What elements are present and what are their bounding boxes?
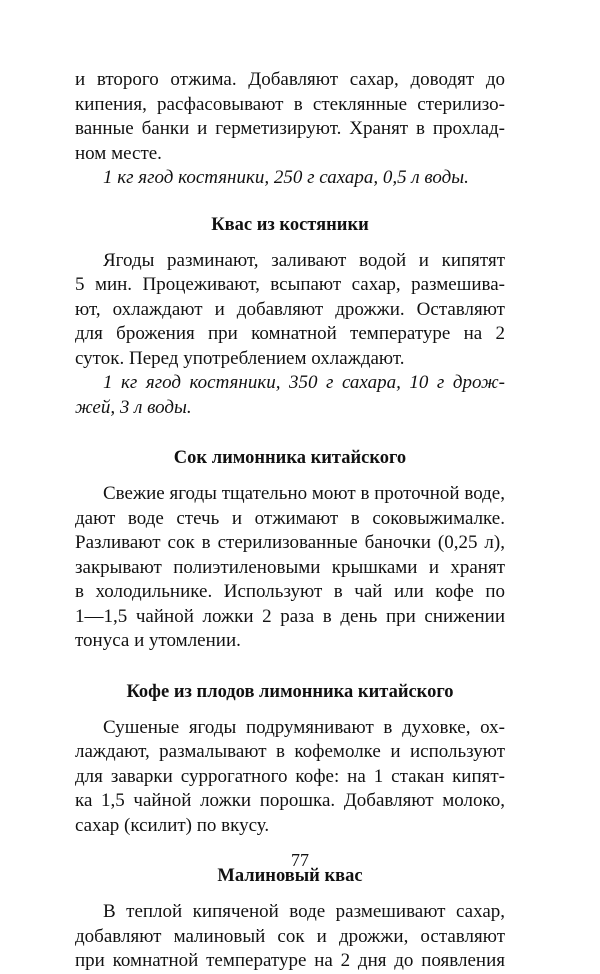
text-line: суток. Перед употреблением охлаждают.	[75, 347, 405, 369]
text-line: жей, 3 л воды.	[75, 396, 192, 418]
text-line: добавляют малиновый сок и дрожжи, оставляют	[75, 925, 505, 947]
text-line: ка 1,5 чайной ложки порошка. Добавляют молоко,	[75, 790, 505, 811]
paragraph-sok	[75, 482, 505, 654]
text-line: ют, охлаждают и добавляют дрожжи. Оставляют	[75, 298, 505, 320]
recipe-ingredients-2	[75, 371, 505, 420]
paragraph-kvas	[75, 249, 505, 372]
text-line: Ягоды разминают, заливают водой и кипятят	[103, 249, 505, 271]
text-line: Сушеные ягоды подрумянивают в духовке, ох-	[103, 716, 505, 738]
paragraph-malina	[75, 900, 505, 974]
page-content	[75, 68, 505, 974]
page-number: 77	[291, 850, 309, 870]
text-line: кипения, расфасовывают в стеклянные стерилизо-	[75, 93, 505, 115]
text-line: закрывают полиэтиленовыми крышками и хранят	[75, 556, 505, 578]
heading-kofe-limonnika: Кофе из плодов лимонника китайского	[126, 681, 454, 702]
text-line: 1 кг ягод костяники, 250 г сахара, 0,5 л воды.	[103, 167, 469, 188]
text-line: Свежие ягоды тщательно моют в проточной воде,	[103, 483, 505, 504]
text-line: Разливают сок в стерилизованные баночки (0,25 л),	[75, 532, 505, 553]
paragraph-kofe	[75, 716, 505, 839]
text-line: 1 кг ягод костяники, 350 г сахара, 10 г дрож-	[103, 372, 505, 393]
text-line: ванные банки и герметизируют. Хранят в прохлад-	[75, 118, 505, 139]
heading-kvas-iz-kostyaniki: Квас из костяники	[211, 214, 369, 235]
text-line: при комнатной температуре на 2 дня до появления	[75, 950, 505, 971]
recipe-ingredients-1	[75, 166, 505, 191]
heading-malinovyi-kvas: Малиновый квас	[217, 866, 363, 886]
text-line: 1—1,5 чайной ложки 2 раза в день при снижении	[75, 605, 505, 627]
text-line: 5 мин. Процеживают, всыпают сахар, размешива-	[75, 274, 505, 295]
text-line: дают воде стечь и отжимают в соковыжималке.	[75, 507, 505, 529]
text-line: В теплой кипяченой воде размешивают сахар,	[103, 901, 505, 922]
text-line: лаждают, размалывают в кофемолке и используют	[75, 741, 505, 762]
text-line: сахар (ксилит) по вкусу.	[75, 814, 270, 836]
text-line: тонуса и утомлении.	[75, 630, 241, 651]
paragraph-intro	[75, 68, 505, 166]
text-line: для заварки суррогатного кофе: на 1 стакан кипят-	[75, 765, 505, 787]
text-line: в холодильнике. Используют в чай или кофе по	[75, 581, 505, 602]
text-line: и второго отжима. Добавляют сахар, доводят до	[75, 69, 505, 90]
text-line: ном месте.	[75, 142, 162, 164]
text-line: для брожения при комнатной температуре на 2	[75, 323, 505, 344]
heading-sok-limonnika: Сок лимонника китайского	[173, 448, 407, 468]
